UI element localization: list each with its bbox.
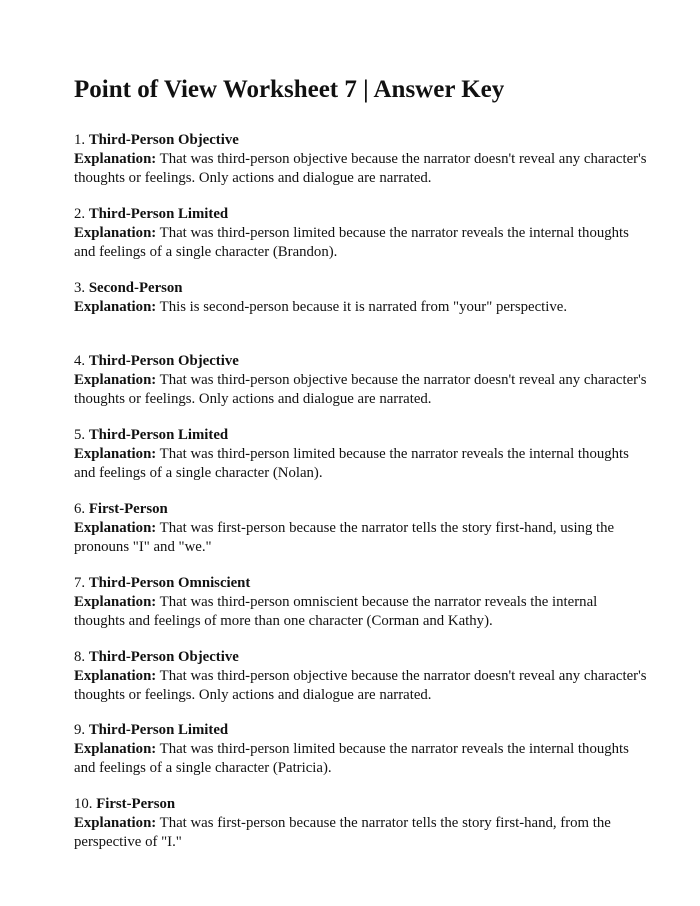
explanation-label: Explanation:: [74, 741, 157, 758]
answer-item-5: [74, 426, 649, 500]
answer-text: Third-Person Omniscient: [88, 574, 251, 591]
answer-text: Third-Person Objective: [88, 353, 239, 370]
answer-text: Third-Person Objective: [88, 132, 239, 148]
answer-heading: [74, 795, 649, 814]
explanation-text: That was first-person because the narrator tells the story first-hand, from the perspective of "I.": [74, 815, 611, 851]
explanation-label: Explanation:: [74, 372, 157, 389]
item-number: 9.: [74, 722, 86, 739]
explanation-label: Explanation:: [74, 667, 157, 684]
explanation: [74, 814, 649, 852]
explanation-label: Explanation:: [74, 446, 157, 463]
answer-text: Second-Person: [88, 279, 183, 296]
item-number: 10.: [74, 796, 93, 813]
answer-item-1: [74, 131, 649, 205]
answer-item-3: [74, 279, 649, 353]
explanation-text: That was third-person limited because the narrator reveals the internal thoughts and feelings of a single character (Brandon).: [74, 224, 629, 260]
answer-item-2: [74, 205, 649, 279]
explanation: [74, 519, 649, 557]
explanation: [74, 371, 649, 409]
explanation-text: That was third-person objective because the narrator doesn't reveal any character's thoughts or feelings. Only actions and dialogue are narrated.: [74, 151, 647, 186]
answer-list: [74, 131, 649, 869]
explanation-label: Explanation:: [74, 298, 157, 315]
item-number: 2.: [74, 205, 86, 222]
explanation-text: That was third-person objective because the narrator doesn't reveal any character's thoughts or feelings. Only actions and dialogue are narrated.: [74, 667, 647, 703]
explanation-text: That was first-person because the narrator tells the story first-hand, using the pronouns "I" and "we.": [74, 519, 615, 555]
answer-heading: [74, 648, 649, 667]
answer-item-8: [74, 648, 649, 722]
explanation-label: Explanation:: [74, 519, 157, 536]
explanation-text: That was third-person limited because the narrator reveals the internal thoughts and feelings of a single character (Patricia).: [74, 741, 629, 777]
answer-heading: [74, 574, 649, 593]
answer-text: First-Person: [96, 796, 176, 813]
answer-heading: [74, 500, 649, 519]
item-number: 8.: [74, 648, 86, 665]
explanation: [74, 740, 649, 778]
answer-text: Third-Person Objective: [88, 648, 239, 665]
page-title: Point of View Worksheet 7 | Answer Key: [74, 76, 505, 103]
explanation: [74, 150, 649, 188]
answer-heading: [74, 205, 649, 224]
explanation: [74, 593, 649, 631]
answer-text: Third-Person Limited: [88, 427, 229, 444]
answer-item-6: [74, 500, 649, 574]
item-number: 6.: [74, 500, 86, 517]
answer-heading: [74, 426, 649, 445]
explanation-text: That was third-person limited because the narrator reveals the internal thoughts and feelings of a single character (Nolan).: [74, 446, 629, 482]
item-number: 3.: [74, 279, 86, 296]
item-number: 7.: [74, 574, 86, 591]
answer-item-4: [74, 352, 649, 426]
answer-heading: [74, 721, 649, 740]
explanation: [74, 224, 649, 262]
explanation-text: This is second-person because it is narrated from "your" perspective.: [159, 298, 568, 315]
explanation-label: Explanation:: [74, 815, 157, 832]
explanation: [74, 667, 649, 705]
answer-text: First-Person: [88, 500, 168, 517]
answer-text: Third-Person Limited: [88, 205, 229, 222]
explanation-label: Explanation:: [74, 151, 157, 167]
answer-heading: [74, 131, 649, 150]
answer-text: Third-Person Limited: [88, 722, 229, 739]
answer-heading: [74, 279, 649, 298]
explanation-text: That was third-person objective because the narrator doesn't reveal any character's thoughts or feelings. Only actions and dialogue are narrated.: [74, 372, 647, 408]
explanation-label: Explanation:: [74, 593, 157, 610]
explanation: [74, 298, 649, 317]
answer-item-9: [74, 721, 649, 795]
item-number: 4.: [74, 353, 86, 370]
answer-heading: [74, 352, 649, 371]
answer-item-10: [74, 795, 649, 869]
answer-item-7: [74, 574, 649, 648]
explanation-label: Explanation:: [74, 224, 157, 241]
item-number: 1.: [74, 132, 86, 148]
item-number: 5.: [74, 427, 86, 444]
explanation-text: That was third-person omniscient because the narrator reveals the internal thoughts and feelings of more than one character (Corman and Kathy).: [74, 593, 598, 629]
explanation: [74, 445, 649, 483]
